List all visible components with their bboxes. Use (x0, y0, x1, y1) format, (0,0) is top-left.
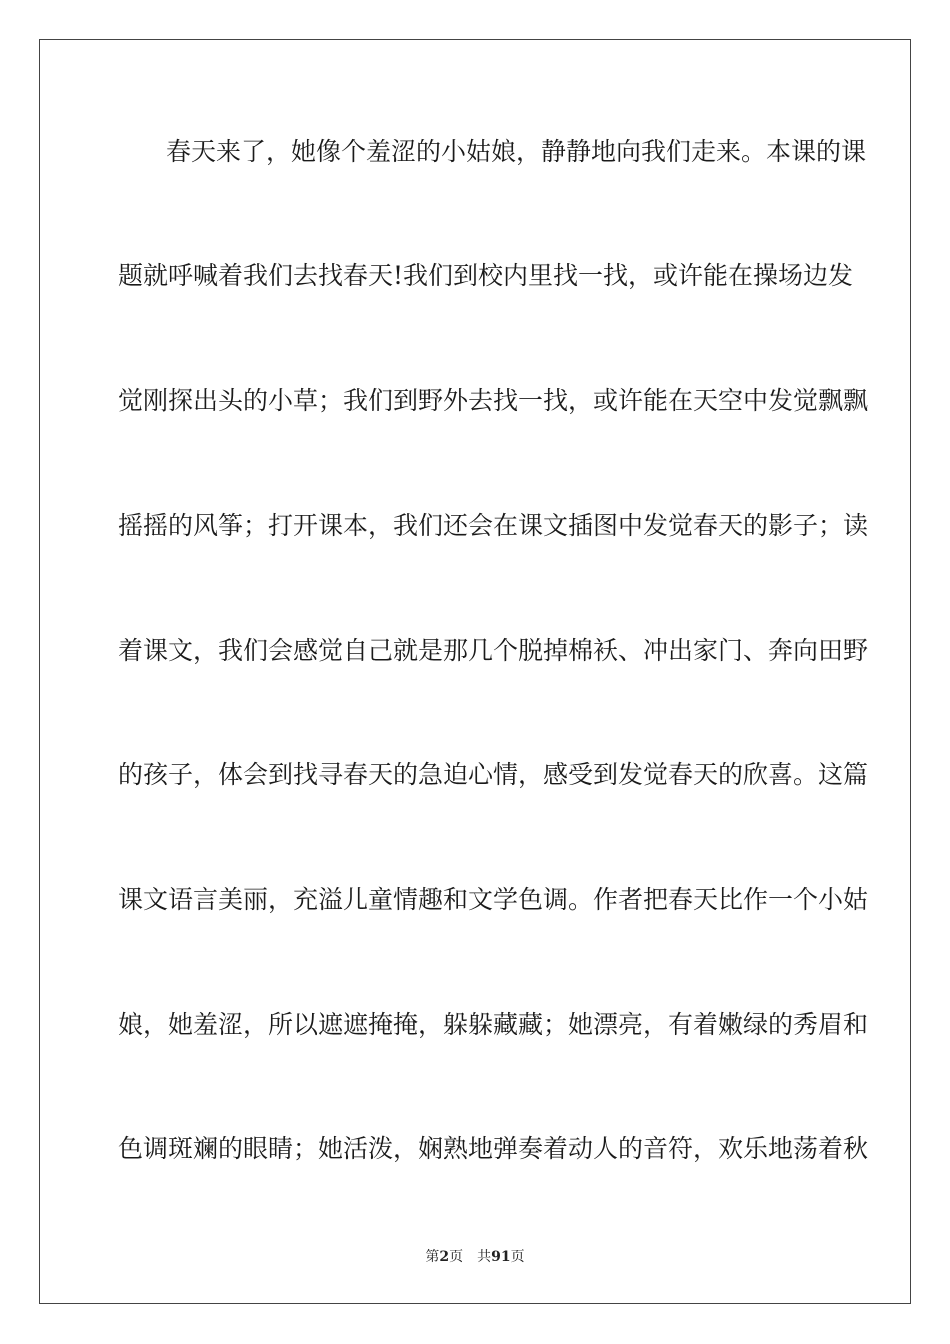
text-line-5: 着课文，我们会感觉自己就是那几个脱掉棉袄、冲出家门、奔向田野 (118, 636, 869, 665)
text-line-6: 的孩子，体会到找寻春天的急迫心情，感受到发觉春天的欣喜。这篇 (118, 760, 869, 789)
text-line-9: 色调斑斓的眼睛；她活泼，娴熟地弹奏着动人的音符，欢乐地荡着秋 (118, 1134, 869, 1163)
page-frame (39, 39, 911, 1304)
page-prefix: 第 (425, 1249, 440, 1265)
text-line-8: 娘，她羞涩，所以遮遮掩掩，躲躲藏藏；她漂亮，有着嫩绿的秀眉和 (118, 1010, 869, 1039)
total-unit: 页 (510, 1249, 525, 1265)
page-total: 91 (491, 1249, 511, 1265)
text-line-3: 觉刚探出头的小草；我们到野外去找一找，或许能在天空中发觉飘飘 (118, 386, 869, 415)
text-line-2: 题就呼喊着我们去找春天!我们到校内里找一找，或许能在操场边发 (118, 261, 854, 290)
page-footer (0, 1248, 950, 1266)
page-unit: 页 (449, 1249, 464, 1265)
text-line-1: 春天来了，她像个羞涩的小姑娘，静静地向我们走来。本课的课 (166, 137, 867, 166)
text-line-7: 课文语言美丽，充溢儿童情趣和文学色调。作者把春天比作一个小姑 (118, 885, 869, 914)
text-line-4: 摇摇的风筝；打开课本，我们还会在课文插图中发觉春天的影子；读 (118, 511, 869, 540)
total-prefix: 共 (477, 1249, 492, 1265)
page-current: 2 (439, 1249, 450, 1265)
